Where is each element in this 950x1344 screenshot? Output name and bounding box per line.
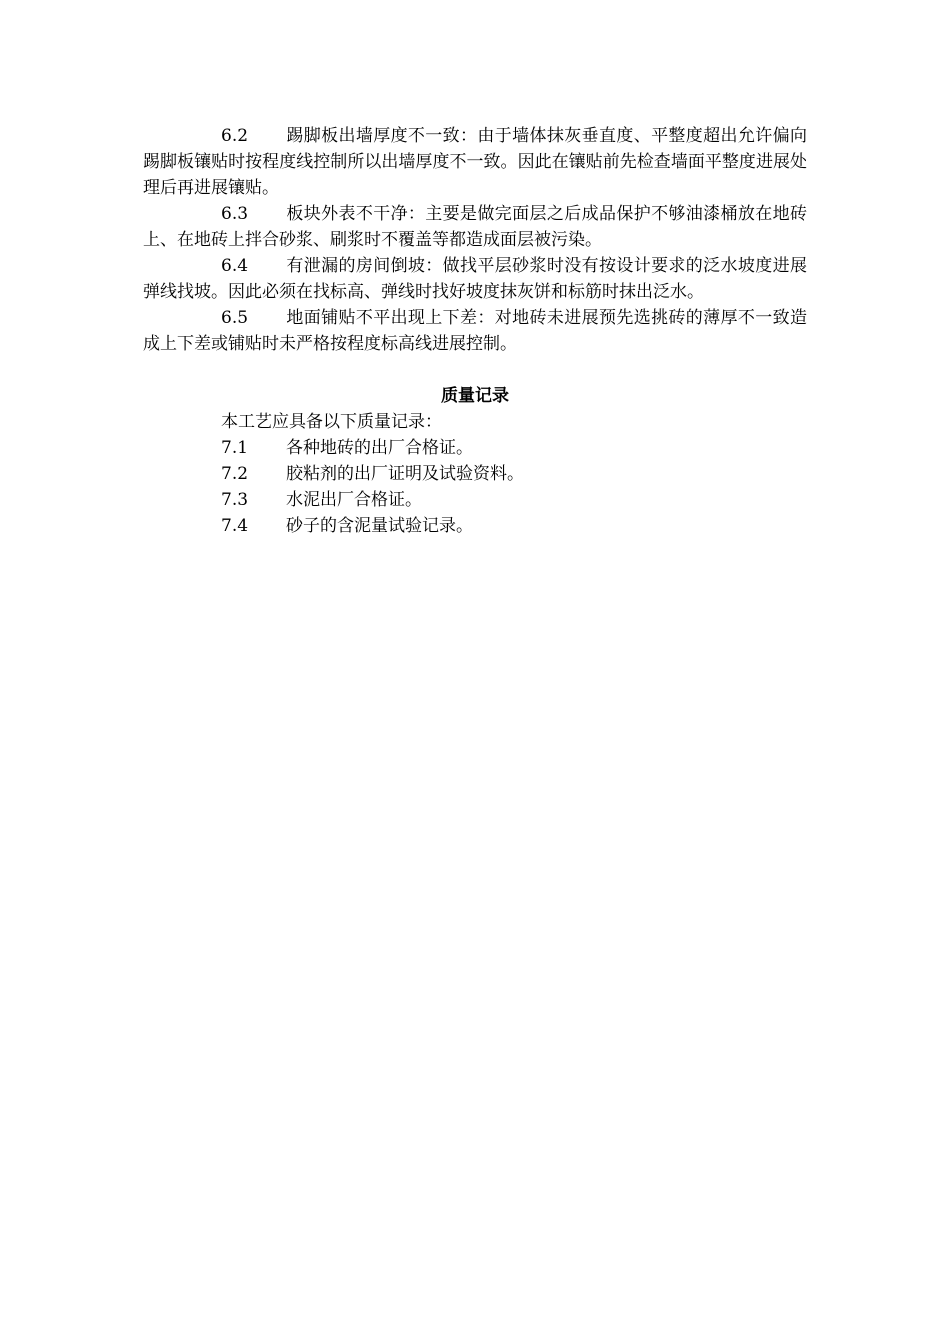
list-item-7-4	[143, 513, 807, 539]
paragraph-6-5	[143, 305, 807, 357]
item-number: 7.3	[221, 490, 249, 510]
list-item-7-1	[143, 435, 807, 461]
item-text: 地面铺贴不平出现上下差：对地砖未进展预先选挑砖的薄厚不一致造成上下差或铺贴时未严格按程度标高线进展控制。	[143, 308, 807, 354]
item-number: 7.1	[221, 438, 249, 458]
item-number: 6.4	[221, 256, 249, 276]
list-item-7-2	[143, 461, 807, 487]
item-number: 7.4	[221, 516, 249, 536]
item-text: 有泄漏的房间倒坡：做找平层砂浆时没有按设计要求的泛水坡度进展弹线找坡。因此必须在找标高、弹线时找好坡度抹灰饼和标筋时抹出泛水。	[143, 256, 807, 302]
paragraph-6-3	[143, 201, 807, 253]
item-text: 胶粘剂的出厂证明及试验资料。	[286, 464, 524, 484]
item-number: 6.5	[221, 308, 249, 328]
section-intro: 本工艺应具备以下质量记录：	[221, 412, 442, 432]
list-item-7-3	[143, 487, 807, 513]
item-text: 板块外表不干净：主要是做完面层之后成品保护不够油漆桶放在地砖上、在地砖上拌合砂浆、刷浆时不覆盖等都造成面层被污染。	[143, 204, 807, 250]
item-text: 踢脚板出墙厚度不一致：由于墙体抹灰垂直度、平整度超出允许偏向踢脚板镶贴时按程度线控制所以出墙厚度不一致。因此在镶贴前先检查墙面平整度进展处理后再进展镶贴。	[143, 126, 807, 198]
paragraph-6-4	[143, 253, 807, 305]
item-text: 砂子的含泥量试验记录。	[286, 516, 473, 536]
item-number: 6.3	[221, 204, 249, 224]
item-text: 水泥出厂合格证。	[286, 490, 422, 510]
item-number: 6.2	[221, 126, 249, 146]
item-text: 各种地砖的出厂合格证。	[286, 438, 473, 458]
item-number: 7.2	[221, 464, 249, 484]
document-page	[143, 123, 807, 539]
paragraph-6-2	[143, 123, 807, 201]
section-heading-quality-records: 质量记录	[441, 386, 509, 406]
